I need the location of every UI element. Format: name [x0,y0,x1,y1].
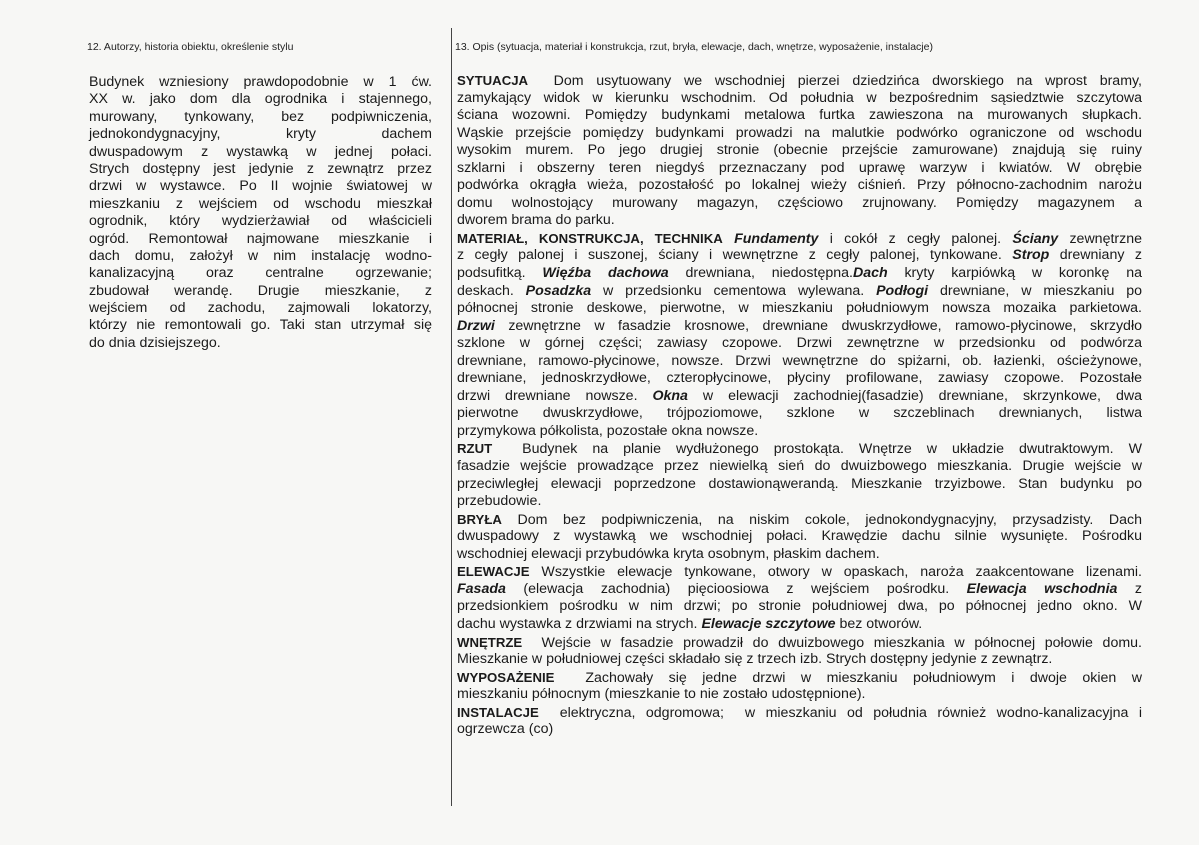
text-line [457,423,1142,441]
text-line: wejściem od zachodu, zajmowali lokatorzy, [89,300,432,317]
text-line [457,634,1142,652]
text-line: dwuspadowym z wystawką w jednej połaci. [89,143,432,160]
text-run: Zachowały się jedne drzwi w mieszkaniu południowym i dwoje okien w [554,669,1142,686]
emphasized-term: Dach [852,265,888,282]
text-run: w przedsionku cementowa wylewana. [591,282,877,299]
text-line [457,195,1142,213]
text-line: którzy nie remontowali go. Taki stan utrzymał się [89,317,432,334]
text-run: dworem brama do parku. [457,212,615,229]
text-run: elektryczna, odgromowa; w mieszkaniu od południa również wodno-kanalizacyjna i [538,704,1142,721]
text-run: deskach. [457,282,526,299]
section-keyword: WNĘTRZE [457,634,523,650]
emphasized-term: Elewacja wschodnia [966,580,1118,597]
text-run: i cokół z cegły palonej. [818,230,1013,247]
text-run: z [1117,580,1142,597]
text-line: dach domu, założył w nim instalację wodno- [89,247,432,264]
text-run: (elewacja zachodnia) pięcioosiowa z wejściem pośrodku. [505,580,967,597]
text-line: ogród. Remontował najmowane mieszkanie i [89,230,432,247]
emphasized-term: Podłogi [876,282,929,299]
text-run: drzwi drewniane nowsze. [457,387,653,404]
text-line [457,651,1142,669]
text-line [457,511,1142,529]
text-line [457,546,1142,564]
text-line [457,90,1142,108]
text-run: przedsionkiem pośrodku w nim drzwi; po stronie południowej dwa, po północnej jedno okno. W [457,598,1142,615]
text-line [457,247,1142,265]
text-run: Wąskie przejście pomiędzy budynkami prowadzi na malutkie podwórko ograniczone od wschodu [457,124,1142,141]
text-run: wysokim murem. Po jego drugiej stronie (obecnie przejście zamurowane) znajdują się ruiny [457,142,1142,159]
right-column-heading: 13. Opis (sytuacja, materiał i konstrukcja, rzut, bryła, elewacje, dach, wnętrze, wyposażenie, instalacje) [455,41,933,53]
text-line [457,405,1142,423]
section-keyword: INSTALACJE [457,704,539,720]
emphasized-term: Fundamenty [734,230,819,247]
text-run: domu wolnostojący murowany magazyn, częściowo zrujnowany. Pomiędzy magazynem a [457,194,1142,211]
text-line: drzwi w wystawce. Po II wojnie światowej w [89,178,432,195]
text-run: Mieszkanie w południowej części składało się z trzech izb. Strych dostępny jedynie z zewnątrz. [457,651,1053,668]
text-run [723,231,734,247]
text-line [457,388,1142,406]
text-line: murowany, tynkowany, bez podpiwniczenia, [89,108,432,125]
text-line [457,563,1142,581]
text-line [457,72,1142,90]
text-line [457,440,1142,458]
text-line [457,353,1142,371]
emphasized-term: Posadzka [525,282,592,299]
text-run: drewniane, ramowo-płycinowe, nowsze. Drzwi wewnętrzne do spiżarni, ob. łazienki, ościeżynowe, [457,352,1142,369]
text-line [457,704,1142,722]
section-keyword: ELEWACJE [457,564,530,580]
text-run: przeciwległej elewacji poprzedzone dostawionąwerandą. Mieszkanie trzyizbowe. Stan budynku po [457,475,1142,492]
text-line: Strych dostępny jest jedynie z zewnątrz przez [89,160,432,177]
text-run: ściana wozowni. Pomiędzy budynkami metalowa furtka zawieszona na murowanych słupkach. [457,107,1142,124]
text-run: drewniany z [1049,247,1142,264]
description-text [457,72,1142,739]
text-run: mieszkaniu północnym (mieszkanie to nie zostało udostępnione). [457,686,866,703]
text-run: Dom usytuowany we wschodniej pierzei dziedzińca dworskiego na wprost bramy, [528,73,1142,89]
text-line [457,265,1142,283]
text-run: szklarni i obszerny teren niegdyś przeznaczany pod uprawę warzyw i kwiatów. W obrębie [457,159,1142,176]
text-run: podsufitką. [457,265,543,282]
text-line [457,125,1142,143]
text-line [457,142,1142,160]
text-line [457,230,1142,248]
emphasized-term: Ściany [1012,230,1059,247]
text-run: Wejście w fasadzie prowadził do dwuizbowego mieszkania w północnej połowie domu. [522,634,1142,651]
text-run: fasadzie wejście prowadzące przez niewielką sień do dwuizbowego mieszkania. Drugie wejście w [457,458,1142,475]
text-run: zamykający widok w kierunku wschodnim. Od południa w bezpośrednim sąsiedztwie szczytowa [457,89,1142,106]
text-line: ogrodnik, który wydzierżawiał od właścicieli [89,213,432,230]
text-line [457,686,1142,704]
history-text [89,74,432,352]
text-run: w elewacji zachodniej(fasadzie) drewniane, skrzynkowe, dwa [687,387,1142,404]
text-run: przymykowa półkolista, pozostałe okna nowsze. [457,422,759,439]
text-run: podwórka okrągła wieża, pozostałość po lokalnej wieży ciśnień. Przy północno-zachodnim narożu [457,177,1142,194]
text-run: ogrzewcza (co) [457,721,554,738]
text-line [457,616,1142,634]
text-line: XX w. jako dom dla ogrodnika i stajennego, [89,91,432,108]
emphasized-term: Drzwi [457,317,495,334]
text-run: dachu wystawka z drzwiami na strych. [457,615,702,632]
section-keyword: WYPOSAŻENIE [457,669,555,685]
text-run: Dom bez podpiwniczenia, na niskim cokole, jednokondygnacyjny, przysadzisty. Dach [501,511,1142,528]
text-line [457,370,1142,388]
text-run: północnej stronie deskowe, pierwotne, w mieszkaniu południowym nowsza mozaika parkietowa. [457,300,1142,317]
left-column-heading: 12. Autorzy, historia obiektu, określenie stylu [87,41,294,53]
text-line [457,528,1142,546]
text-line: mieszkaniu z wejściem od wschodu mieszkał [89,195,432,212]
text-line [457,476,1142,494]
text-run: drewniana, niedostępna. [668,265,853,282]
text-run: Budynek na planie wydłużonego prostokąta. Wnętrze w układzie dwutraktowym. W [492,441,1142,458]
section-keyword: RZUT [457,441,493,457]
text-line: zbudował werandę. Drugie mieszkanie, z [89,282,432,299]
text-line [457,721,1142,739]
text-line [457,160,1142,178]
text-run: bez otworów. [835,615,923,632]
emphasized-term: Fasada [457,580,506,597]
emphasized-term: Elewacje szczytowe [701,615,836,632]
section-keyword: SYTUACJA [457,73,529,88]
text-run: dwuspadowy z wystawką we wschodniej połaci. Krawędzie dachu silnie wysunięte. Pośrodku [457,528,1142,545]
text-run: z cegły palonej i suszonej, ściany i wewnętrzne z cegły palonej, tynkowane. [457,247,1013,264]
emphasized-term: Strop [1012,247,1050,264]
text-line [457,283,1142,301]
text-line [457,335,1142,353]
emphasized-term: Okna [652,387,688,404]
text-line: kanalizacyjną oraz centralne ogrzewanie; [89,265,432,282]
column-divider [451,28,452,806]
text-line [457,107,1142,125]
text-run: zewnętrzne [1058,230,1143,247]
text-line [457,458,1142,476]
text-run: przebudowie. [457,493,542,510]
text-line [457,318,1142,336]
text-run: zewnętrzne w fasadzie krosnowe, drewniane dwuskrzydłowe, ramowo-płycinowe, skrzydło [494,317,1142,334]
text-line [457,669,1142,687]
text-run: kryty karpiówką w koronkę na [887,265,1142,282]
text-line: do dnia dzisiejszego. [89,334,221,351]
text-run: drewniane, w mieszkaniu po [928,282,1142,299]
text-run: drewniane, jednoskrzydłowe, czteropłycinowe, płyciny profilowane, zawiasy czopowe. Pozostałe [457,370,1142,387]
text-run: Wszystkie elewacje tynkowane, otwory w opaskach, naroża zaakcentowane lizenami. [529,564,1142,581]
section-keyword: MATERIAŁ, KONSTRUKCJA, TECHNIKA [457,230,723,246]
text-line: Budynek wzniesiony prawdopodobnie w 1 ćw. [89,74,432,90]
text-line [457,493,1142,511]
text-run: szklone w górnej części; zawiasy czopowe. Drzwi zewnętrzne w przedsionku od podwórza [457,335,1142,352]
text-line [457,581,1142,599]
text-line [457,300,1142,318]
text-line: jednokondygnacyjny, kryty dachem [89,126,432,143]
text-line [457,212,1142,230]
section-keyword: BRYŁA [457,511,502,527]
text-line [457,598,1142,616]
text-run: pierwotne dwuskrzydłowe, trójpoziomowe, szklone w szczeblinach drewnianych, listwa [457,405,1142,422]
text-run: wschodniej elewacji przybudówka kryta osobnym, płaskim dachem. [457,545,880,562]
emphasized-term: Więźba dachowa [542,265,669,282]
text-line [457,177,1142,195]
